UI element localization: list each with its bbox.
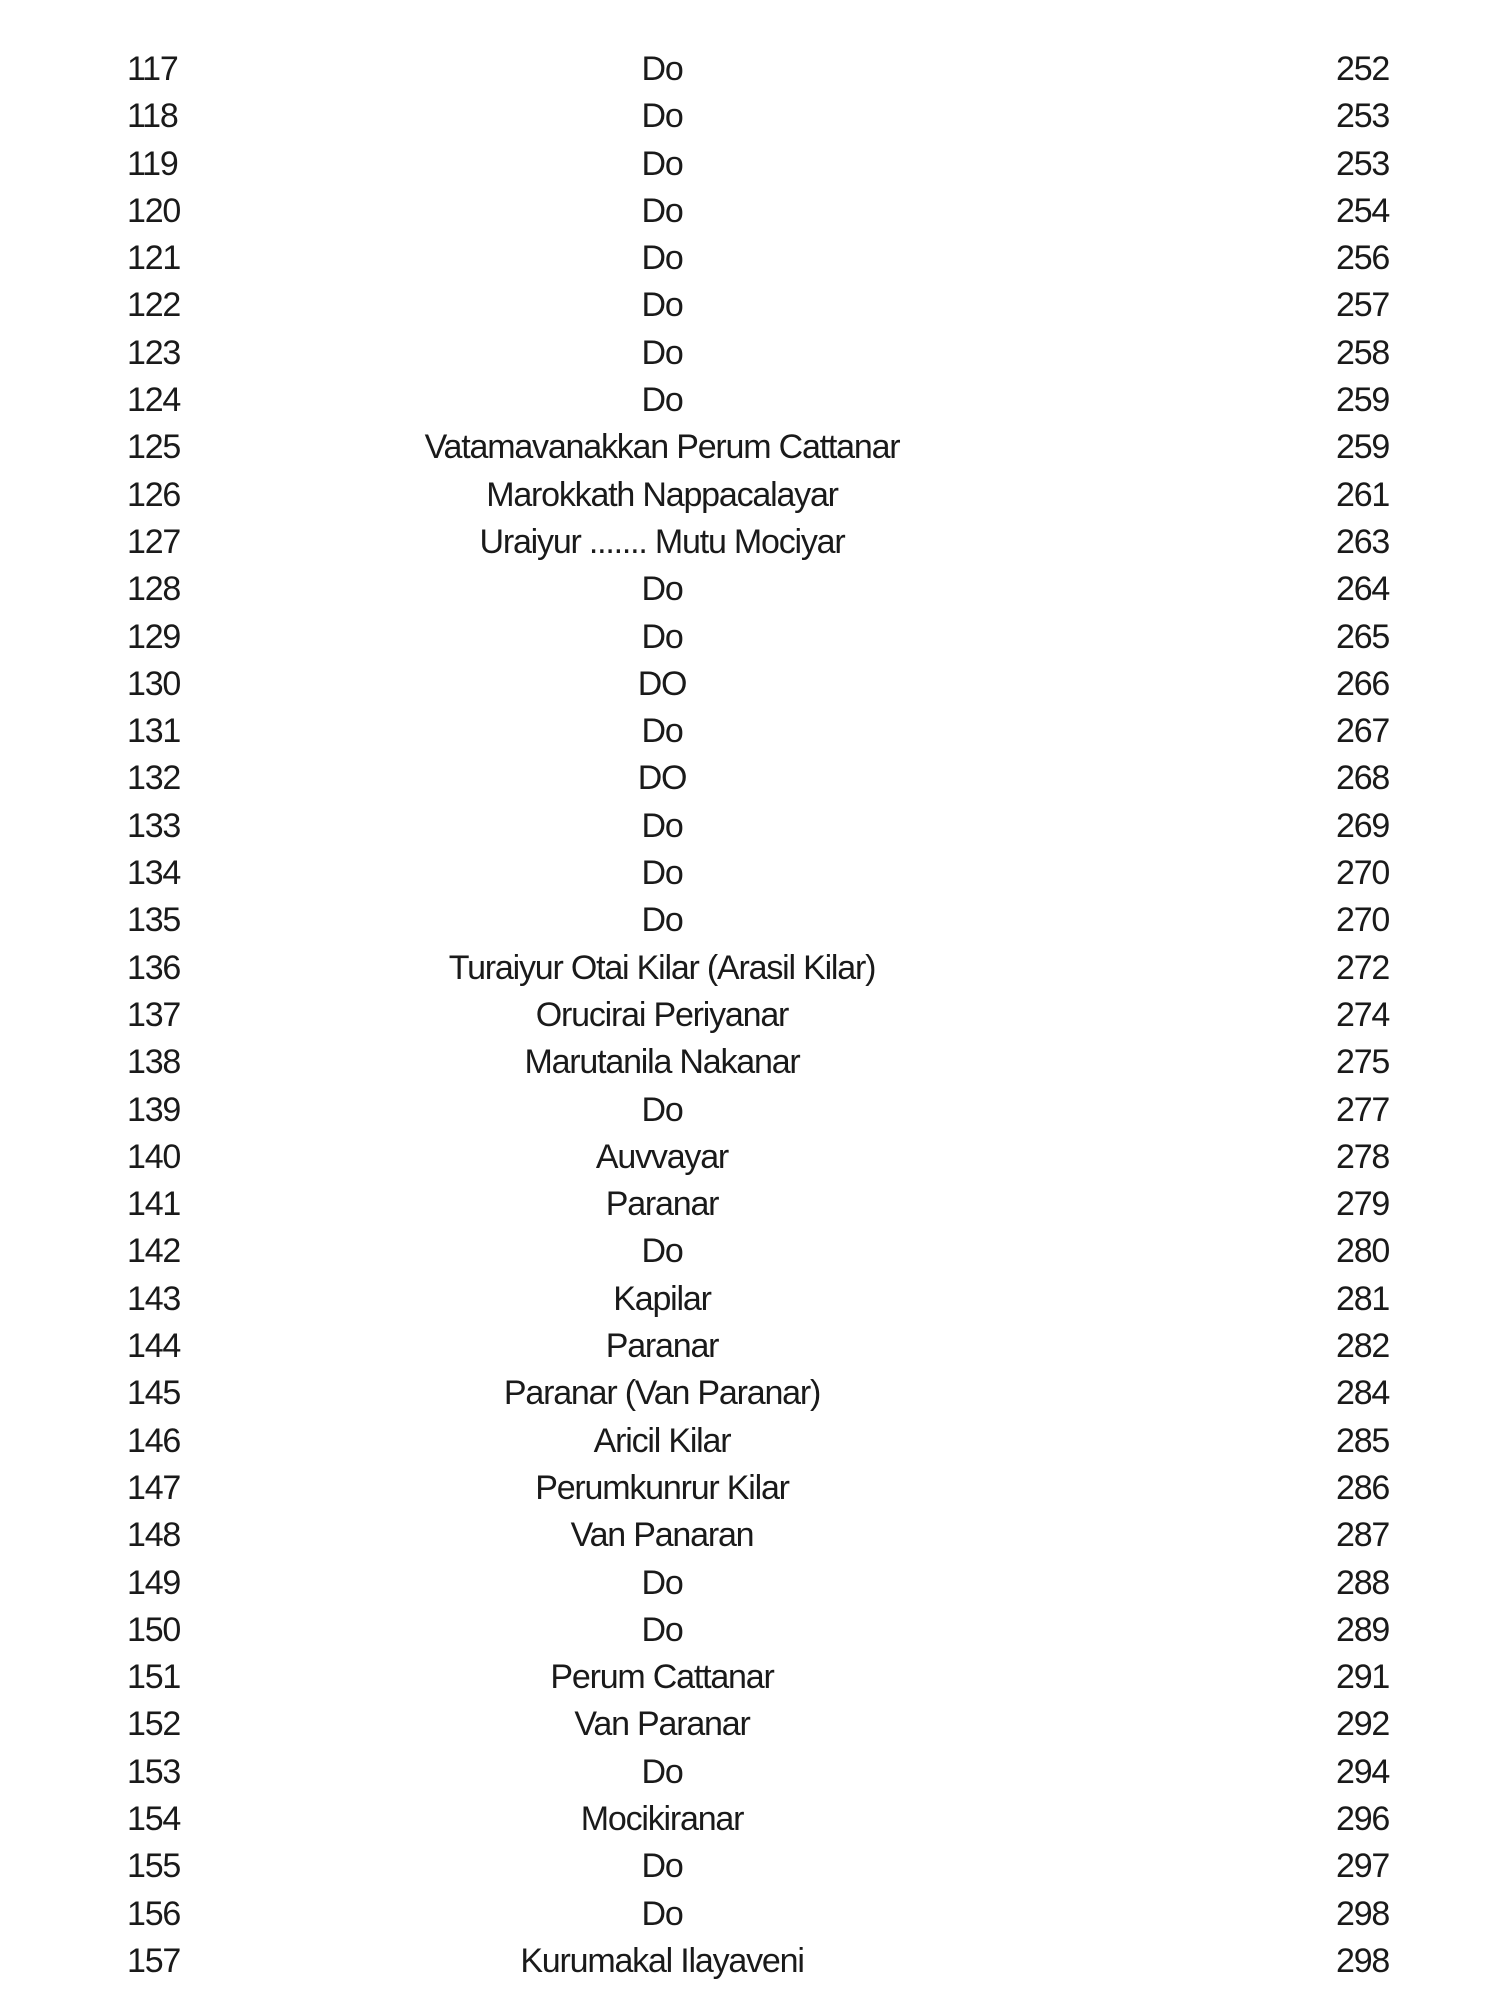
index-row xyxy=(0,850,1500,897)
poet-name: Vatamavanakkan Perum Cattanar xyxy=(424,428,900,467)
poet-name: Do xyxy=(641,1610,683,1649)
index-row xyxy=(0,424,1500,471)
index-row xyxy=(0,614,1500,661)
poem-number: 129 xyxy=(127,617,181,656)
page-number: 294 xyxy=(1336,1752,1390,1791)
poet-name: Do xyxy=(641,570,683,609)
poem-number: 137 xyxy=(127,995,181,1034)
page-number: 287 xyxy=(1336,1516,1390,1555)
poem-number: 147 xyxy=(127,1468,181,1507)
poem-number: 156 xyxy=(127,1894,181,1933)
poem-number: 120 xyxy=(127,191,181,230)
poem-number: 127 xyxy=(127,522,181,561)
page-number: 259 xyxy=(1336,428,1390,467)
index-row xyxy=(0,1087,1500,1134)
index-table xyxy=(0,46,1500,1985)
poet-name: Do xyxy=(641,239,683,278)
poet-name: Do xyxy=(641,806,683,845)
poem-number: 155 xyxy=(127,1847,181,1886)
page-number: 275 xyxy=(1336,1043,1390,1082)
poet-name: Kapilar xyxy=(613,1279,711,1318)
index-row xyxy=(0,661,1500,708)
page-number: 280 xyxy=(1336,1232,1390,1271)
index-row xyxy=(0,377,1500,424)
poet-name: Do xyxy=(641,97,683,136)
poet-name: Do xyxy=(641,901,683,940)
poet-name: Do xyxy=(641,191,683,230)
index-row xyxy=(0,708,1500,755)
index-row xyxy=(0,1701,1500,1748)
poem-number: 148 xyxy=(127,1516,181,1555)
poet-name: Paranar xyxy=(605,1185,719,1224)
poem-number: 133 xyxy=(127,806,181,845)
poem-number: 130 xyxy=(127,664,181,703)
page-number: 286 xyxy=(1336,1468,1390,1507)
index-row xyxy=(0,519,1500,566)
page-number: 268 xyxy=(1336,759,1390,798)
poet-name: Do xyxy=(641,1090,683,1129)
poet-name: Do xyxy=(641,1847,683,1886)
page-number: 264 xyxy=(1336,570,1390,609)
page-number: 298 xyxy=(1336,1941,1390,1980)
page-number: 259 xyxy=(1336,381,1390,420)
poet-name: Do xyxy=(641,1752,683,1791)
index-row xyxy=(0,1276,1500,1323)
poem-number: 132 xyxy=(127,759,181,798)
poem-number: 123 xyxy=(127,333,181,372)
index-row xyxy=(0,1843,1500,1890)
page-number: 265 xyxy=(1336,617,1390,656)
poem-number: 128 xyxy=(127,570,181,609)
page-number: 279 xyxy=(1336,1185,1390,1224)
index-row xyxy=(0,1370,1500,1417)
page-number: 267 xyxy=(1336,712,1390,751)
poem-number: 136 xyxy=(127,948,181,987)
poet-name: Orucirai Periyanar xyxy=(535,995,789,1034)
poet-name: Van Panaran xyxy=(570,1516,754,1555)
page-number: 257 xyxy=(1336,286,1390,325)
page-number: 292 xyxy=(1336,1705,1390,1744)
poem-number: 122 xyxy=(127,286,181,325)
poem-number: 146 xyxy=(127,1421,181,1460)
poet-name: DO xyxy=(637,759,687,798)
poem-number: 142 xyxy=(127,1232,181,1271)
poet-name: Do xyxy=(641,286,683,325)
page-number: 277 xyxy=(1336,1090,1390,1129)
page-number: 278 xyxy=(1336,1137,1390,1176)
index-row xyxy=(0,1418,1500,1465)
poem-number: 139 xyxy=(127,1090,181,1129)
poet-name: Do xyxy=(641,712,683,751)
page-number: 272 xyxy=(1336,948,1390,987)
index-row xyxy=(0,1512,1500,1559)
poem-number: 151 xyxy=(127,1658,181,1697)
page-number: 270 xyxy=(1336,901,1390,940)
poet-name: Uraiyur ....... Mutu Mociyar xyxy=(479,522,845,561)
page-number: 252 xyxy=(1336,50,1390,88)
poem-number: 131 xyxy=(127,712,181,751)
page-number: 285 xyxy=(1336,1421,1390,1460)
index-row xyxy=(0,188,1500,235)
index-row xyxy=(0,93,1500,140)
poet-name: Do xyxy=(641,144,683,183)
page-number: 254 xyxy=(1336,191,1390,230)
index-row xyxy=(0,803,1500,850)
index-row xyxy=(0,46,1500,93)
poem-number: 140 xyxy=(127,1137,181,1176)
poet-name: Do xyxy=(641,1232,683,1271)
poet-name: Do xyxy=(641,1563,683,1602)
page-number: 291 xyxy=(1336,1658,1390,1697)
index-row xyxy=(0,472,1500,519)
poem-number: 118 xyxy=(127,97,178,136)
page-number: 296 xyxy=(1336,1799,1390,1838)
poem-number: 125 xyxy=(127,428,181,467)
index-row xyxy=(0,897,1500,944)
index-row xyxy=(0,1228,1500,1275)
poet-name: Kurumakal Ilayaveni xyxy=(520,1941,804,1980)
poet-name: Mocikiranar xyxy=(580,1799,744,1838)
poem-number: 134 xyxy=(127,854,181,893)
index-row xyxy=(0,1465,1500,1512)
page-number: 289 xyxy=(1336,1610,1390,1649)
poem-number: 135 xyxy=(127,901,181,940)
index-row xyxy=(0,1039,1500,1086)
poet-name: Paranar (Van Paranar) xyxy=(503,1374,821,1413)
poet-name: Marutanila Nakanar xyxy=(524,1043,800,1082)
page-number: 270 xyxy=(1336,854,1390,893)
poem-number: 124 xyxy=(127,381,181,420)
poem-number: 145 xyxy=(127,1374,181,1413)
poet-name: Aricil Kilar xyxy=(593,1421,731,1460)
index-row xyxy=(0,1607,1500,1654)
page-number: 269 xyxy=(1336,806,1390,845)
poet-name: Perumkunrur Kilar xyxy=(535,1468,789,1507)
index-row xyxy=(0,330,1500,377)
page-number: 253 xyxy=(1336,144,1390,183)
poet-name: Do xyxy=(641,854,683,893)
index-row xyxy=(0,945,1500,992)
poet-name: Marokkath Nappacalayar xyxy=(486,475,838,514)
index-row xyxy=(0,235,1500,282)
poem-number: 149 xyxy=(127,1563,181,1602)
poet-name: Perum Cattanar xyxy=(550,1658,774,1697)
index-row xyxy=(0,755,1500,802)
page-number: 297 xyxy=(1336,1847,1390,1886)
page-number: 263 xyxy=(1336,522,1390,561)
poet-name: Turaiyur Otai Kilar (Arasil Kilar) xyxy=(448,948,876,987)
poem-number: 141 xyxy=(127,1185,181,1224)
poem-number: 126 xyxy=(127,475,181,514)
index-row xyxy=(0,1891,1500,1938)
poet-name: Auvvayar xyxy=(595,1137,729,1176)
page-number: 261 xyxy=(1336,475,1390,514)
poem-number: 121 xyxy=(127,239,181,278)
index-row xyxy=(0,1796,1500,1843)
index-row xyxy=(0,566,1500,613)
index-row xyxy=(0,141,1500,188)
index-row xyxy=(0,1181,1500,1228)
poem-number: 157 xyxy=(127,1941,181,1980)
poet-name: Do xyxy=(641,1894,683,1933)
poet-name: Do xyxy=(641,333,683,372)
page-number: 282 xyxy=(1336,1327,1390,1366)
index-row xyxy=(0,1323,1500,1370)
index-row xyxy=(0,1938,1500,1985)
poem-number: 154 xyxy=(127,1799,181,1838)
poet-name: Van Paranar xyxy=(574,1705,750,1744)
poet-name: Paranar xyxy=(605,1327,719,1366)
poem-number: 143 xyxy=(127,1279,181,1318)
poet-name: Do xyxy=(641,50,683,88)
page-number: 288 xyxy=(1336,1563,1390,1602)
page-number: 274 xyxy=(1336,995,1390,1034)
poem-number: 144 xyxy=(127,1327,181,1366)
poem-number: 150 xyxy=(127,1610,181,1649)
poet-name: Do xyxy=(641,617,683,656)
index-row xyxy=(0,992,1500,1039)
poem-number: 152 xyxy=(127,1705,181,1744)
index-row xyxy=(0,282,1500,329)
page-number: 253 xyxy=(1336,97,1390,136)
poet-name: Do xyxy=(641,381,683,420)
page-number: 284 xyxy=(1336,1374,1390,1413)
poem-number: 117 xyxy=(127,50,178,88)
index-row xyxy=(0,1749,1500,1796)
page-number: 298 xyxy=(1336,1894,1390,1933)
page-number: 281 xyxy=(1336,1279,1390,1318)
page-number: 266 xyxy=(1336,664,1390,703)
index-row xyxy=(0,1560,1500,1607)
page-number: 258 xyxy=(1336,333,1390,372)
index-row xyxy=(0,1134,1500,1181)
poem-number: 138 xyxy=(127,1043,181,1082)
index-row xyxy=(0,1654,1500,1701)
page-number: 256 xyxy=(1336,239,1390,278)
poem-number: 119 xyxy=(127,144,178,183)
poem-number: 153 xyxy=(127,1752,181,1791)
poet-name: DO xyxy=(637,664,687,703)
